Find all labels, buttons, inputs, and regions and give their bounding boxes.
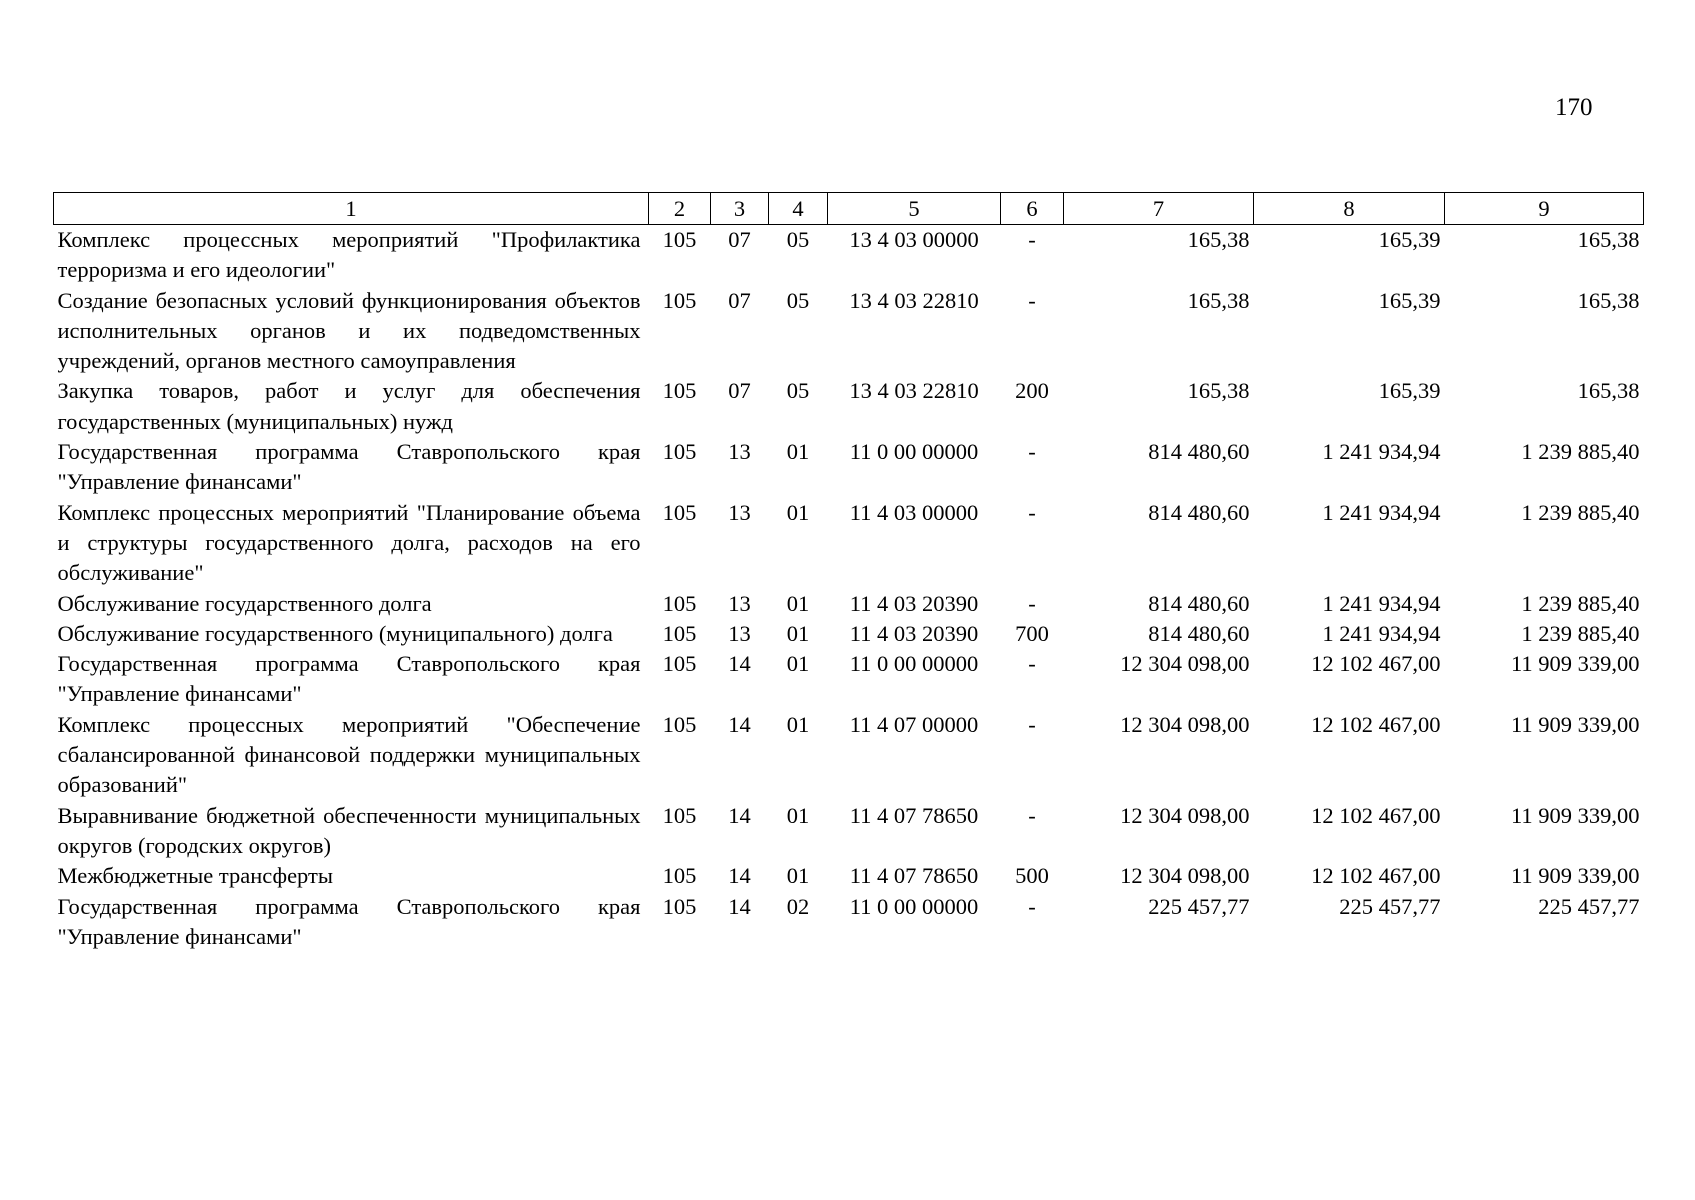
row-name-cell: Государственная программа Ставропольского края "Управление финансами" [57,893,641,949]
table-row [54,286,1644,377]
cell-amount-8: 225 457,77 [1339,893,1441,919]
cell-amount-7: 12 304 098,00 [1120,863,1250,889]
cell-amount-7: 814 480,60 [1148,590,1250,616]
cell-col-2: 105 [662,802,697,828]
row-name-cell: Государственная программа Ставропольского края "Управление финансами" [57,651,641,707]
table-row [54,892,1644,953]
cell-col-6: - [1028,651,1036,677]
cell-amount-8: 1 241 934,94 [1322,620,1441,646]
row-name-cell: Обслуживание государственного (муниципального) долга [57,620,613,646]
cell-amount-9: 165,38 [1577,287,1640,313]
cell-col-2: 105 [662,378,697,404]
cell-col-2: 105 [662,590,697,616]
table-row [54,589,1644,619]
row-name-cell: Комплекс процессных мероприятий "Планирование объема и структуры государственного долга, расходов на его обслуживание" [57,499,641,586]
cell-col-6: - [1028,227,1036,252]
cell-code: 11 0 00 00000 [849,439,979,465]
cell-col-4: 01 [786,620,810,646]
cell-amount-8: 12 102 467,00 [1311,863,1441,889]
cell-col-4: 01 [786,499,810,525]
cell-col-3: 14 [728,802,751,828]
row-name-cell: Комплекс процессных мероприятий "Профилактика терроризма и его идеологии" [57,227,641,283]
table-row [54,649,1644,710]
cell-amount-7: 165,38 [1187,287,1250,313]
cell-col-4: 01 [786,802,810,828]
row-name-cell: Выравнивание бюджетной обеспеченности муниципальных округов (городских округов) [57,802,641,858]
cell-col-6: 200 [1015,378,1049,404]
row-name-cell: Закупка товаров, работ и услуг для обеспечения государственных (муниципальных) нужд [57,378,641,434]
row-name-cell: Обслуживание государственного долга [57,590,432,616]
cell-col-6: 700 [1015,620,1049,646]
table-body [54,225,1644,953]
cell-amount-8: 12 102 467,00 [1311,651,1441,677]
cell-amount-8: 165,39 [1378,287,1441,313]
cell-col-3: 13 [728,620,751,646]
cell-amount-7: 814 480,60 [1148,499,1250,525]
cell-amount-9: 165,38 [1577,227,1640,252]
cell-col-6: - [1028,439,1036,465]
cell-col-3: 13 [728,439,751,465]
table-row [54,376,1644,437]
cell-col-2: 105 [662,439,697,465]
row-name-cell: Создание безопасных условий функционирования объектов исполнительных органов и их подведомственных учреждений, органов местного самоуправления [57,287,641,374]
cell-amount-8: 12 102 467,00 [1311,711,1441,737]
cell-amount-7: 814 480,60 [1148,439,1250,465]
column-header: 3 [711,193,769,225]
cell-amount-7: 225 457,77 [1148,893,1250,919]
table-row [54,710,1644,801]
cell-col-3: 14 [728,651,751,677]
cell-col-3: 07 [728,378,751,404]
cell-code: 11 4 07 78650 [849,863,979,889]
cell-amount-7: 12 304 098,00 [1120,802,1250,828]
cell-col-3: 14 [728,893,751,919]
cell-code: 13 4 03 22810 [849,287,979,313]
row-name-cell: Комплекс процессных мероприятий "Обеспечение сбалансированной финансовой поддержки муниципальных образований" [57,711,641,798]
cell-code: 11 4 03 20390 [849,590,979,616]
row-name-cell: Межбюджетные трансферты [57,863,333,889]
cell-code: 11 4 07 00000 [849,711,979,737]
cell-amount-9: 225 457,77 [1538,893,1640,919]
column-header: 8 [1254,193,1445,225]
column-header: 5 [828,193,1001,225]
cell-code: 11 0 00 00000 [849,651,979,677]
cell-col-4: 05 [786,287,810,313]
cell-col-2: 105 [662,499,697,525]
cell-col-6: - [1028,590,1036,616]
cell-col-4: 05 [786,227,810,252]
column-header: 6 [1001,193,1064,225]
cell-code: 13 4 03 00000 [849,227,979,252]
table-row [54,437,1644,498]
budget-table [53,192,1644,952]
cell-amount-8: 165,39 [1378,227,1441,252]
cell-amount-9: 165,38 [1577,378,1640,404]
cell-amount-9: 11 909 339,00 [1510,651,1640,677]
column-header: 1 [54,193,649,225]
cell-amount-8: 1 241 934,94 [1322,439,1441,465]
cell-col-3: 14 [728,711,751,737]
cell-col-2: 105 [662,893,697,919]
cell-col-6: 500 [1015,863,1049,889]
cell-col-4: 01 [786,711,810,737]
cell-amount-9: 11 909 339,00 [1510,711,1640,737]
cell-col-2: 105 [662,711,697,737]
cell-col-6: - [1028,287,1036,313]
cell-col-4: 01 [786,863,810,889]
cell-col-2: 105 [662,227,697,252]
cell-amount-7: 165,38 [1187,227,1250,252]
cell-col-6: - [1028,499,1036,525]
cell-col-3: 13 [728,499,751,525]
cell-col-4: 01 [786,651,810,677]
cell-amount-7: 165,38 [1187,378,1250,404]
table-row [54,801,1644,862]
cell-col-6: - [1028,893,1036,919]
cell-amount-7: 814 480,60 [1148,620,1250,646]
cell-amount-9: 1 239 885,40 [1521,499,1640,525]
cell-col-2: 105 [662,651,697,677]
cell-code: 11 0 00 00000 [849,893,979,919]
cell-col-4: 01 [786,439,810,465]
page-number: 170 [1555,94,1593,121]
row-name-cell: Государственная программа Ставропольского края "Управление финансами" [57,439,641,495]
cell-amount-9: 11 909 339,00 [1510,863,1640,889]
cell-col-4: 05 [786,378,810,404]
cell-col-2: 105 [662,863,697,889]
cell-code: 11 4 07 78650 [849,802,979,828]
cell-amount-8: 165,39 [1378,378,1441,404]
table-header-row [54,193,1644,225]
cell-amount-9: 11 909 339,00 [1510,802,1640,828]
cell-amount-8: 1 241 934,94 [1322,590,1441,616]
table-row [54,498,1644,589]
cell-col-4: 02 [786,893,810,919]
cell-amount-9: 1 239 885,40 [1521,439,1640,465]
cell-col-2: 105 [662,287,697,313]
cell-col-3: 14 [728,863,751,889]
cell-code: 13 4 03 22810 [849,378,979,404]
cell-code: 11 4 03 20390 [849,620,979,646]
cell-amount-8: 12 102 467,00 [1311,802,1441,828]
cell-amount-9: 1 239 885,40 [1521,620,1640,646]
cell-col-4: 01 [786,590,810,616]
table-row [54,861,1644,891]
cell-amount-8: 1 241 934,94 [1322,499,1441,525]
column-header: 4 [769,193,828,225]
cell-col-3: 07 [728,287,751,313]
cell-amount-9: 1 239 885,40 [1521,590,1640,616]
cell-col-6: - [1028,802,1036,828]
table-row [54,225,1644,286]
table-row [54,619,1644,649]
cell-amount-7: 12 304 098,00 [1120,711,1250,737]
cell-col-6: - [1028,711,1036,737]
column-header: 9 [1445,193,1644,225]
cell-amount-7: 12 304 098,00 [1120,651,1250,677]
cell-col-3: 13 [728,590,751,616]
cell-col-3: 07 [728,227,751,252]
cell-code: 11 4 03 00000 [849,499,979,525]
column-header: 7 [1064,193,1254,225]
column-header: 2 [649,193,711,225]
cell-col-2: 105 [662,620,697,646]
